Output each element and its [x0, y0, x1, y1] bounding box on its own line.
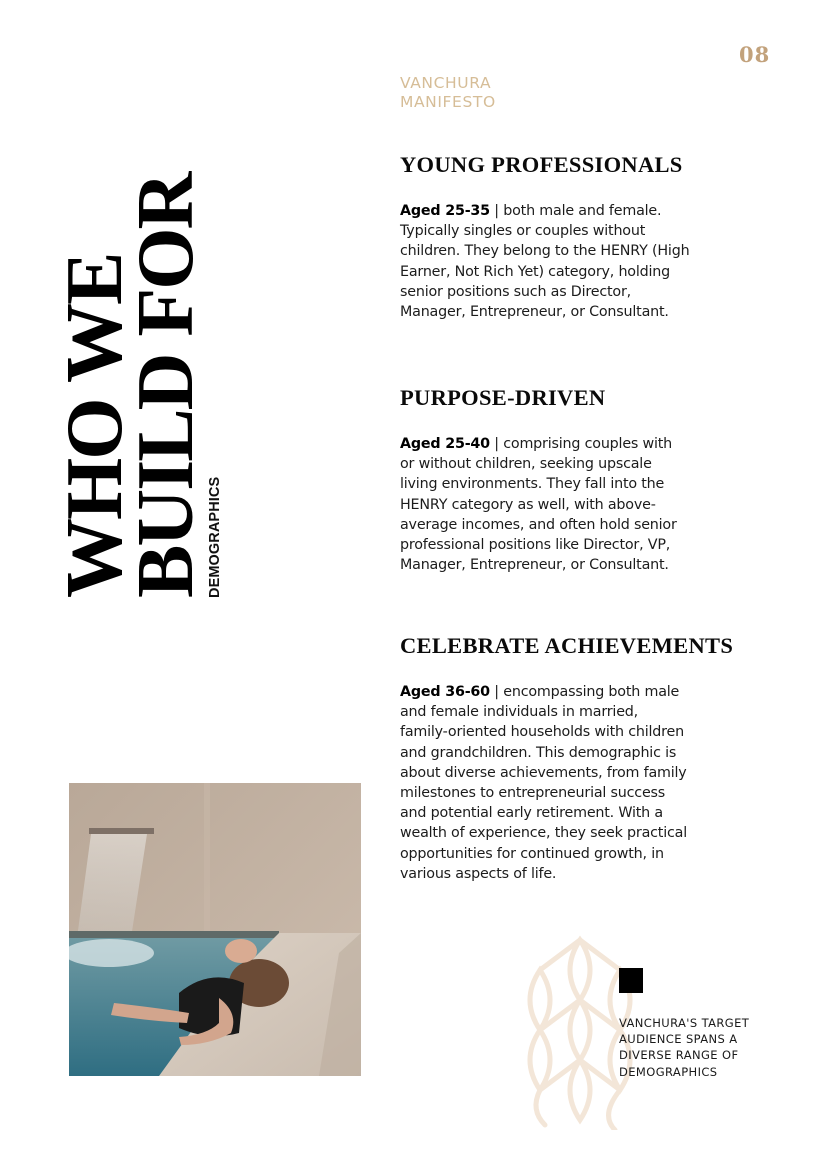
age-range: Aged 25-40: [400, 436, 490, 452]
title-subtitle: DEMOGRAPHICS: [207, 476, 223, 598]
caption-line: DEMOGRAPHICS: [619, 1064, 718, 1079]
brand-line: MANIFESTO: [400, 93, 496, 111]
section-heading: CELEBRATE ACHIEVEMENTS: [400, 633, 734, 658]
photo-illustration: [69, 783, 361, 1076]
separator: |: [489, 684, 504, 700]
title-column-3: [206, 440, 224, 598]
page-number: 08: [739, 42, 771, 67]
description: both male and female. Typically singles or couples without children. They belong to the HENRY (High Earner, Not Rich Yet) category, holding senior positions such as Director, Manager, Entrepreneur, or Consultant.: [400, 203, 690, 321]
separator: |: [489, 203, 504, 219]
age-range: Aged 36-60: [400, 684, 490, 700]
title-line-build-for: BUILD FOR: [122, 173, 210, 598]
brand-line: VANCHURA: [400, 74, 492, 92]
section-young-professionals: [400, 153, 760, 322]
section-heading: YOUNG PROFESSIONALS: [400, 152, 683, 177]
brand-label: [400, 74, 496, 112]
caption-line: AUDIENCE SPANS A: [619, 1032, 738, 1047]
section-celebrate-achievements: [400, 634, 760, 884]
title-column-1: [51, 240, 139, 598]
spa-pool-photo: [69, 783, 361, 1076]
black-square-icon: [619, 968, 643, 993]
section-body: [400, 201, 690, 322]
section-body: [400, 434, 690, 575]
section-body: [400, 682, 690, 884]
separator: |: [489, 436, 504, 452]
title-column-2: [122, 150, 210, 598]
description: comprising couples with or without children, seeking upscale living environments. They fall into the HENRY category as well, with above-average incomes, and often hold senior professional positions like Director, VP, Manager, Entrepreneur, or Consultant.: [400, 436, 677, 574]
caption: [619, 1015, 819, 1080]
age-range: Aged 25-35: [400, 203, 490, 219]
caption-line: VANCHURA'S TARGET: [619, 1016, 750, 1030]
description: encompassing both male and female individuals in married, family-oriented households with children and grandchildren. This demographic is about diverse achievements, from family milestones to entrepreneurial success and potential early retirement. With a wealth of experience, they seek practical opportunities for continued growth, in various aspects of life.: [400, 684, 687, 882]
title-line-who-we: WHO WE: [51, 253, 139, 598]
section-purpose-driven: [400, 386, 760, 575]
section-heading: PURPOSE-DRIVEN: [400, 385, 606, 410]
caption-line: DIVERSE RANGE OF: [619, 1048, 739, 1063]
